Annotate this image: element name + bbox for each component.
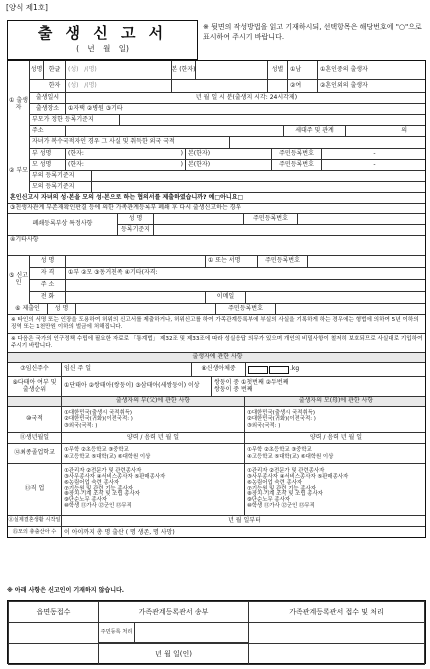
mother-name-field[interactable] [66, 160, 186, 170]
office-date-field[interactable]: 년 월 일(인) [99, 644, 249, 665]
closed-name-label: 성 명 [118, 214, 154, 224]
birth-datetime-field[interactable]: 년 월 일 시 분(출생지 시각: 24시각제) [195, 93, 298, 101]
total-births-field[interactable]: 이 아이까지 총 명 출산 ( 명 생존, 명 사망) [64, 528, 175, 536]
child-name-hangul-field[interactable] [66, 61, 172, 79]
father-edu-opt-2[interactable]: ④고등학교 ⑤대학(교) ⑥대학원 이상 [64, 453, 151, 460]
father-rrn-label: 주민등록번호 [272, 149, 322, 159]
household-label: 세대주 및 관계 [284, 126, 346, 136]
submitter-name-label: 성 명 [48, 304, 76, 314]
twin-order[interactable]: 쌍둥이 중 ①첫번째 ②두번째 [214, 378, 289, 386]
name-label: 성명 [30, 61, 44, 79]
mother-rrn-label: 주민등록번호 [272, 160, 322, 170]
mother-job-opt-3[interactable]: ⑥농림어업 숙련 종사자 [247, 479, 303, 486]
triplet-order[interactable]: 쌍둥이 중 번째 [214, 385, 253, 393]
other-items-label: ④기타사항 [10, 236, 39, 243]
weight-field[interactable] [246, 363, 426, 376]
rrn-processing-label: 주민등록 처리 [99, 623, 135, 642]
reporter-address-label: 주 소 [30, 280, 66, 291]
other-items-field[interactable] [8, 236, 426, 255]
marriage-start-label: ⑪실제결혼생활 시작일 [8, 516, 62, 526]
special-case-label: ③친생자관계 부존재확인판결 등에 의한 가족관계등록부 폐쇄 후 다시 출생신고하는 경우 [10, 204, 242, 212]
mother-nat-opt-2[interactable]: ②대한민국(귀화)(이전국적: ) [247, 416, 316, 423]
mother-registry-label: 모의 등록기준지 [30, 182, 92, 192]
given-name-hanja-placeholder: /(명) [84, 81, 97, 89]
reporter-phone-label: 전 화 [30, 292, 66, 303]
mother-nat-opt-1[interactable]: ①대한민국(출생시 국적취득) [247, 410, 316, 417]
parent-registry-label: 부모가 정한 등록기준지 [30, 115, 120, 125]
mother-job-opt-1[interactable]: ①관리자 ②전문가 및 관련종사자 [247, 467, 325, 474]
address-field[interactable] [66, 126, 284, 136]
father-job-opt-5[interactable]: ⑧장치·기계 조작 및 조립 종사자 [64, 491, 140, 498]
father-edu-opt-1[interactable]: ①무학 ②초등학교 ③중학교 [64, 447, 129, 454]
marriage-start-field[interactable]: 년 월 일부터 [228, 516, 261, 524]
father-bon-field[interactable]: 본(한자) [186, 149, 272, 159]
mother-job-opt-2[interactable]: ③사무종사자 ④서비스종사자 ⑤판매종사자 [247, 473, 349, 480]
marital-status-2-option[interactable]: ②혼인외의 출생자 [320, 81, 368, 89]
parents-section-text: ② 부모 [9, 166, 28, 174]
mother-occupation-options[interactable] [245, 464, 426, 515]
father-name-label: 부 성명 [30, 149, 66, 159]
reporter-name-label: 성 명 [30, 256, 66, 267]
surname-agreement-question[interactable]: 혼인신고시 자녀의 성·본을 모의 성·본으로 하는 협의서를 제출하였습니까? 예□아니요□ [10, 193, 244, 201]
form-number: [양식 제1호] [6, 3, 48, 12]
office-col-receipt: 읍면동접수 [9, 602, 99, 623]
mother-job-opt-6[interactable]: ⑨단순노무 종사자 [247, 497, 290, 504]
parent-registry-field[interactable] [120, 115, 426, 125]
father-name-field[interactable] [66, 149, 186, 159]
father-nat-opt-2[interactable]: ②대한민국(귀화)(이전국적: ) [64, 416, 133, 423]
total-births-label: ⑮모의 총출산아 수 [8, 527, 62, 538]
mother-rrn-field[interactable]: - [373, 160, 376, 168]
father-hanja-close: ) [180, 149, 183, 157]
sex-male-option[interactable]: ①남 [288, 61, 318, 79]
hanja-label: 한자 [44, 80, 66, 92]
reporter-qual-options[interactable]: ①부 ②모 ③동거친족 ④기타(자격: [68, 269, 158, 277]
education-label: ⑫최종졸업학교 [8, 444, 62, 463]
father-registry-label: 부의 등록기준지 [30, 171, 92, 181]
surname-placeholder: (성) [68, 65, 79, 73]
mother-hanja-paren: (한자: [68, 160, 84, 168]
reporter-email-field[interactable] [246, 292, 426, 303]
statistics-notice: ※ 다음은 국가의 인구정책 수립에 필요한 자료로 「통계법」 제32조 및 제33조에 따라 성실응답 의무가 있으며 개인의 비밀사항이 철저히 보호되므로 사실대로 기입하여 주시기 바랍니다. [11, 336, 423, 349]
father-hanja-paren: (한자: [68, 149, 84, 157]
mother-edu-opt-2[interactable]: ④고등학교 ⑤대학(교) ⑥대학원 이상 [247, 453, 334, 460]
father-nat-opt-3[interactable]: ③외국(국적: ) [64, 422, 98, 429]
surname-hanja-placeholder: (성) [68, 81, 79, 89]
bon-label: 본 (한자) [172, 61, 196, 79]
mother-stats-header: 출생자의 모(母)에 관한 사항 [298, 397, 374, 405]
mother-nat-opt-3[interactable]: ③외국(국적: ) [247, 422, 281, 429]
multiple-birth-options[interactable]: ①단태아 ②쌍태아(쌍둥이) ③삼태아(세쌍둥이) 이상 [62, 377, 212, 396]
hangul-label: 한글 [44, 61, 66, 79]
child-name-hanja-field[interactable] [66, 80, 172, 92]
gestation-label: ⑦임신주수 [8, 363, 62, 376]
birth-place-options[interactable]: ①자택 ②병원 ③기타 [68, 104, 123, 112]
reporter-section-label [8, 256, 30, 304]
reporter-name-field[interactable] [66, 256, 206, 267]
father-job-opt-2[interactable]: ③사무종사자 ④서비스종사자 ⑤판매종사자 [64, 473, 166, 480]
submitter-rrn-label: 주민등록번호 [216, 304, 276, 314]
mother-registry-field[interactable] [92, 182, 426, 192]
reporter-rrn-field[interactable] [308, 256, 426, 267]
sex-label: 성별 [268, 61, 288, 79]
marital-status-1-option[interactable]: ①혼인중의 출생자 [320, 65, 368, 73]
household-of: 의 [401, 126, 407, 134]
reporter-email-label: 이메일 [206, 292, 246, 303]
mother-job-opt-4[interactable]: ⑦기능원 및 관련 기능 종사자 [247, 485, 316, 492]
forgery-warning: ※ 타인의 서명 또는 인장을 도용하여 허위의 신고서를 제출하거나, 허위신고를 하여 가족관계등록부에 부실의 사실을 기록하게 하는 경우에는 형법에 의하여 5년 이하의 징역 또는 1천만원 이하의 벌금에 처해집니다. [11, 317, 419, 330]
father-job-opt-4[interactable]: ⑦기능원 및 관련 기능 종사자 [64, 485, 133, 492]
reporter-section-text: ⑤ 신고인 [9, 272, 28, 286]
given-name-placeholder: /(명) [84, 65, 97, 73]
address-label: 주소 [30, 126, 66, 136]
birthdate-label: ⑪생년월일 [8, 433, 62, 443]
mother-bon-field[interactable]: 본(한자) [186, 160, 272, 170]
child-section-text: ① 출생자 [9, 97, 28, 111]
reporter-sign-field[interactable]: ① 또는 서명 [206, 256, 258, 267]
birth-datetime-label: 출생일시 [30, 93, 66, 103]
reporter-qual-label: 자 격 [30, 268, 66, 279]
reporter-phone-field[interactable] [66, 292, 206, 303]
closed-registry-base-field[interactable] [154, 225, 426, 235]
father-nat-opt-1[interactable]: ①대한민국(출생시 국적취득) [64, 410, 133, 417]
birth-place-label: 출생장소 [30, 104, 66, 114]
mother-job-opt-5[interactable]: ⑧장치·기계 조작 및 조립 종사자 [247, 491, 323, 498]
office-processing-table [7, 600, 426, 664]
office-col-process: 가족관계등록관서 접수 및 처리 [249, 602, 425, 623]
closed-name-field[interactable] [154, 214, 244, 224]
weight-unit: .kg [290, 365, 300, 373]
report-date[interactable]: ( 년 월 일) [76, 44, 129, 54]
title-box [7, 20, 198, 60]
father-nationality-options[interactable] [62, 407, 245, 432]
reporter-address-field[interactable] [66, 280, 426, 291]
mother-education-options[interactable] [245, 444, 426, 463]
mother-hanja-close: ) [180, 160, 183, 168]
parents-section-label [8, 149, 30, 193]
instruction-note: ※ 뒷면의 작성방법을 읽고 기재하시되, 선택항목은 해당번호에 "○"으로 표시하여 주시기 바랍니다. [203, 23, 422, 42]
multi-nationality-field[interactable] [230, 137, 426, 148]
father-job-opt-3[interactable]: ⑥농림어업 숙련 종사자 [64, 479, 120, 486]
closed-rrn-label: 주민등록번호 [244, 214, 298, 224]
father-education-options[interactable] [62, 444, 245, 463]
child-stats-header: 출생자에 관한 사항 [192, 353, 243, 361]
closed-rrn-field[interactable] [298, 214, 426, 224]
gestation-field[interactable]: 임신 주 일 [62, 363, 192, 376]
mother-birthdate-field[interactable]: 양력 / 음력 년 월 일 [309, 433, 363, 441]
submitter-label: ⑥ 제출인 [8, 304, 48, 314]
form-title: 출 생 신 고 서 [37, 24, 168, 42]
father-job-opt-7[interactable]: ⑩학생 ⑪가사 ⑫군인 ⑬무직 [64, 503, 132, 510]
mother-name-label: 모 성명 [30, 160, 66, 170]
father-registry-field[interactable] [92, 171, 426, 181]
father-stats-header: 출생자의 부(父)에 관한 사항 [62, 397, 245, 406]
mother-edu-opt-1[interactable]: ①무학 ②초등학교 ③중학교 [247, 447, 312, 454]
submitter-name-field[interactable] [76, 304, 216, 314]
office-col-send: 가족관계등록관서 송부 [99, 602, 249, 623]
submitter-rrn-field[interactable] [276, 304, 426, 314]
father-rrn-field[interactable]: - [373, 149, 376, 157]
child-bon-field[interactable] [196, 61, 268, 79]
closed-registry-base-label: 등록기준지 [118, 225, 154, 235]
nationality-label: ⑩국적 [8, 407, 62, 432]
father-job-opt-6[interactable]: ⑨단순노무 종사자 [64, 497, 107, 504]
closed-registry-label: 폐쇄등록부상 특정사항 [8, 214, 118, 235]
birth-report-form [7, 60, 426, 538]
multi-nationality-label: 자녀가 복수국적자인 경우 그 사실 및 취득한 외국 국적 [30, 137, 230, 148]
mother-job-opt-7[interactable]: ⑩학생 ⑪가사 ⑫군인 ⑬무직 [247, 503, 315, 510]
office-only-note: ※ 아래 사항은 신고인이 기재하지 않습니다. [7, 587, 125, 594]
reporter-rrn-label: 주민등록번호 [258, 256, 308, 267]
occupation-label: ⑬직 업 [8, 464, 62, 515]
weight-label: ⑧신생아체중 [192, 363, 246, 376]
mother-nationality-options[interactable] [245, 407, 426, 432]
father-job-opt-1[interactable]: ①관리자 ②전문가 및 관련종사자 [64, 467, 142, 474]
household-field[interactable] [346, 126, 426, 136]
father-occupation-options[interactable] [62, 464, 245, 515]
father-birthdate-field[interactable]: 양력 / 음력 년 월 일 [62, 433, 245, 443]
sex-female-option[interactable]: ②여 [288, 80, 318, 92]
multiple-birth-label: ⑨다태아 여부 및 출생순위 [8, 377, 62, 396]
child-section-label [8, 61, 30, 149]
